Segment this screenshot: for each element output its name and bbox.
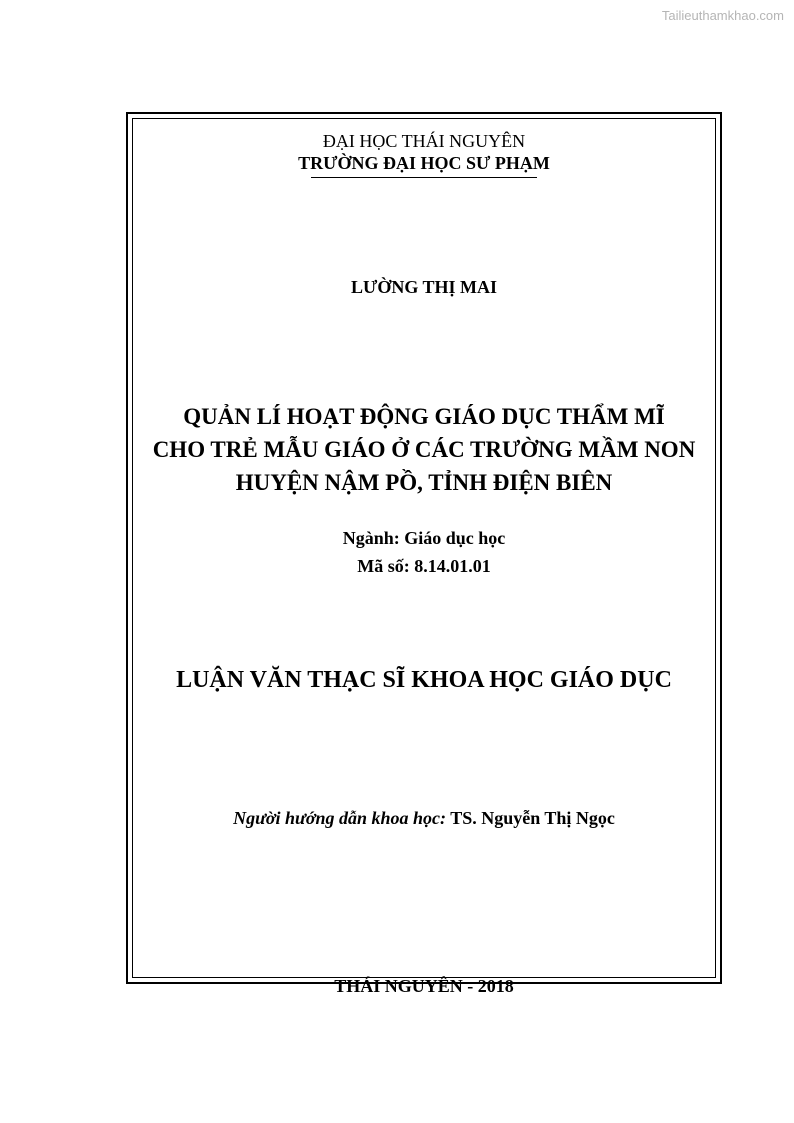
place-and-year: THÁI NGUYÊN - 2018 [334,976,514,996]
university-name: ĐẠI HỌC THÁI NGUYÊN [322,131,526,151]
degree-title: LUẬN VĂN THẠC SĨ KHOA HỌC GIÁO DỤC [176,667,672,693]
advisor-label: Người hướng dẫn khoa học: [233,808,447,828]
author-name: LƯỜNG THỊ MAI [350,277,497,297]
advisor-name: TS. Nguyễn Thị Ngọc [450,808,615,828]
thesis-title-line-1: QUẢN LÍ HOẠT ĐỘNG GIÁO DỤC THẨM MĨ [183,404,665,429]
major-label: Ngành: Giáo dục học [342,528,506,548]
major-code: Mã số: 8.14.01.01 [357,556,491,576]
thesis-title-line-3: HUYỆN NẬM PỒ, TỈNH ĐIỆN BIÊN [235,470,613,495]
watermark-text: Tailieuthamkhao.com [661,8,784,23]
advisor-line [130,808,718,829]
thesis-title-line-2: CHO TRẺ MẪU GIÁO Ở CÁC TRƯỜNG MẦM NON [152,437,696,462]
school-name: TRƯỜNG ĐẠI HỌC SƯ PHẠM [298,153,550,173]
header-underline [311,177,537,178]
